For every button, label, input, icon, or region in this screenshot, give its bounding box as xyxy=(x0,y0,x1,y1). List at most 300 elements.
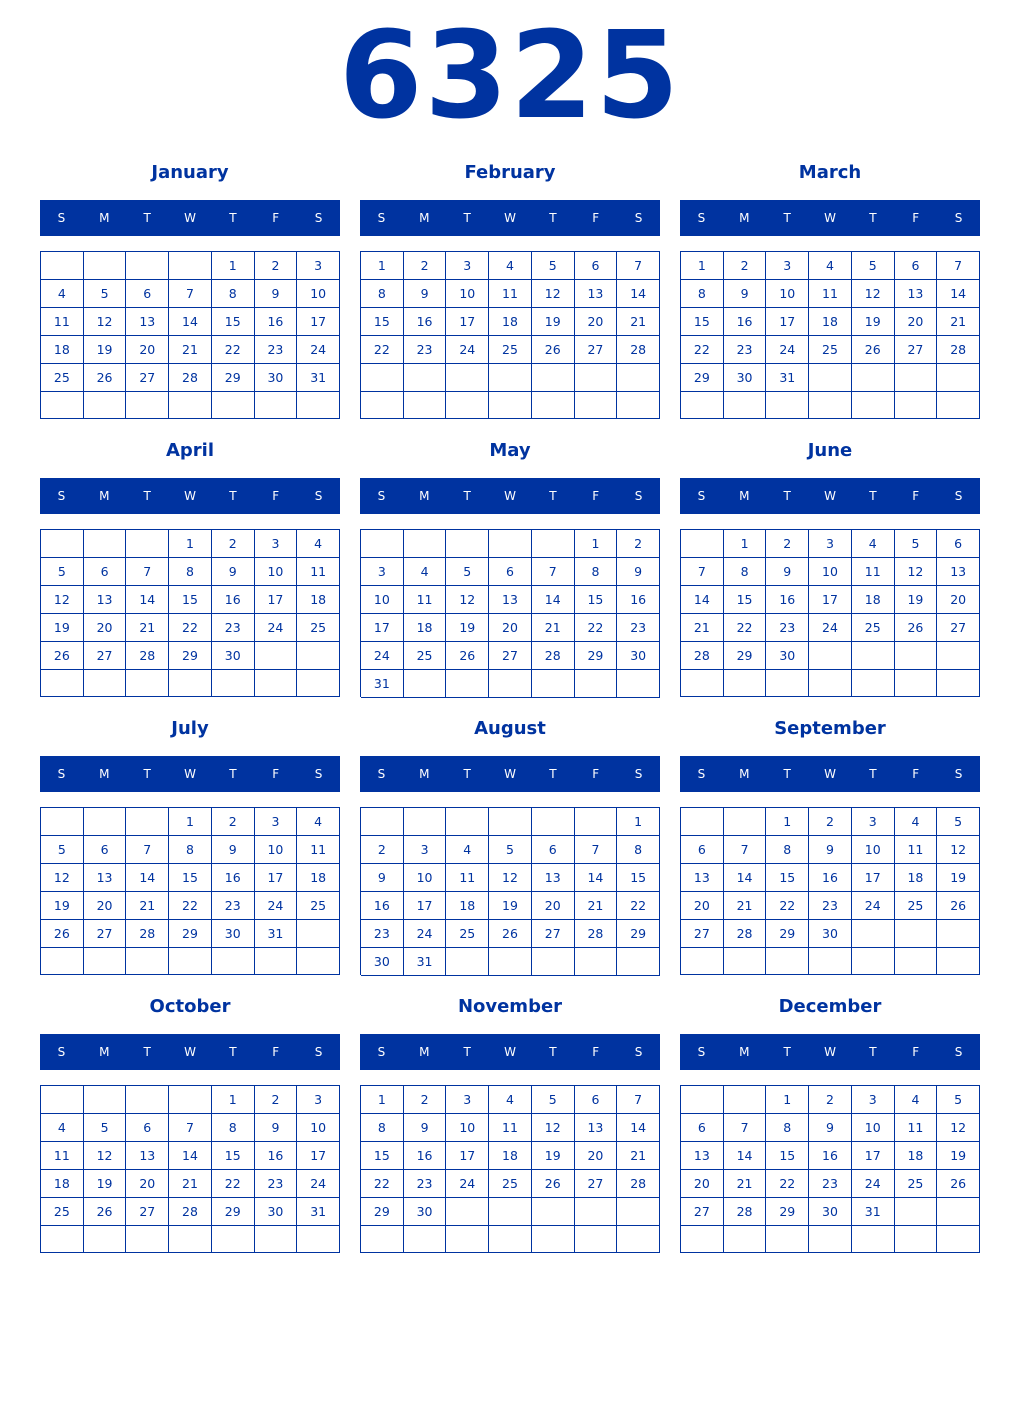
empty-day-cell xyxy=(489,1198,532,1226)
day-cell: 8 xyxy=(681,280,724,308)
day-cell: 6 xyxy=(84,836,127,864)
weekday-label: S xyxy=(634,767,643,781)
day-cell: 10 xyxy=(404,864,447,892)
day-cell: 21 xyxy=(724,892,767,920)
day-cell: 25 xyxy=(895,1170,938,1198)
empty-day-cell xyxy=(809,642,852,670)
day-cell: 15 xyxy=(575,586,618,614)
empty-day-cell xyxy=(126,392,169,419)
weekday-label: M xyxy=(419,211,430,225)
day-cell: 5 xyxy=(41,836,84,864)
weekday-header xyxy=(360,478,660,514)
day-cell: 21 xyxy=(617,1142,660,1170)
day-cell: 24 xyxy=(255,892,298,920)
day-cell: 10 xyxy=(255,558,298,586)
weekday-label: S xyxy=(314,211,323,225)
day-cell: 4 xyxy=(489,1086,532,1114)
day-cell: 21 xyxy=(724,1170,767,1198)
day-cell: 30 xyxy=(617,642,660,670)
day-cell: 22 xyxy=(169,892,212,920)
weekday-label: T xyxy=(869,211,877,225)
weekday-label: W xyxy=(824,1045,836,1059)
day-cell: 16 xyxy=(361,892,404,920)
day-cell: 13 xyxy=(126,1142,169,1170)
empty-day-cell xyxy=(724,1226,767,1253)
empty-day-cell xyxy=(724,392,767,419)
day-cell: 23 xyxy=(617,614,660,642)
day-cell: 8 xyxy=(766,1114,809,1142)
weekday-label: W xyxy=(504,211,516,225)
day-cell: 12 xyxy=(852,280,895,308)
day-cell: 16 xyxy=(809,1142,852,1170)
day-cell: 10 xyxy=(852,1114,895,1142)
empty-day-cell xyxy=(212,948,255,975)
day-grid xyxy=(360,807,660,975)
day-cell: 25 xyxy=(895,892,938,920)
day-cell: 21 xyxy=(681,614,724,642)
day-cell: 15 xyxy=(169,864,212,892)
empty-day-cell xyxy=(937,1198,980,1226)
calendar-year: 6325 xyxy=(339,7,681,146)
day-cell: 24 xyxy=(446,336,489,364)
day-cell: 19 xyxy=(532,1142,575,1170)
day-cell: 14 xyxy=(575,864,618,892)
day-cell: 18 xyxy=(489,1142,532,1170)
weekday-label: S xyxy=(57,767,66,781)
empty-day-cell xyxy=(361,808,404,836)
empty-day-cell xyxy=(937,364,980,392)
day-cell: 25 xyxy=(297,614,340,642)
day-cell: 23 xyxy=(212,614,255,642)
day-cell: 24 xyxy=(446,1170,489,1198)
day-cell: 18 xyxy=(895,864,938,892)
day-cell: 8 xyxy=(212,280,255,308)
day-cell: 6 xyxy=(937,530,980,558)
day-cell: 7 xyxy=(724,1114,767,1142)
day-cell: 31 xyxy=(361,670,404,698)
day-cell: 14 xyxy=(617,1114,660,1142)
day-cell: 30 xyxy=(255,364,298,392)
day-cell: 12 xyxy=(895,558,938,586)
empty-day-cell xyxy=(404,392,447,420)
empty-day-cell xyxy=(681,530,724,558)
day-cell: 3 xyxy=(361,558,404,586)
day-cell: 1 xyxy=(724,530,767,558)
day-cell: 22 xyxy=(169,614,212,642)
weekday-label: S xyxy=(954,211,963,225)
day-cell: 10 xyxy=(297,280,340,308)
weekday-label: T xyxy=(229,489,237,503)
day-cell: 8 xyxy=(575,558,618,586)
day-cell: 3 xyxy=(297,252,340,280)
day-cell: 9 xyxy=(617,558,660,586)
empty-day-cell xyxy=(532,364,575,392)
day-cell: 9 xyxy=(724,280,767,308)
empty-day-cell xyxy=(84,948,127,975)
weekday-header xyxy=(360,756,660,792)
empty-day-cell xyxy=(532,530,575,558)
empty-day-cell xyxy=(575,1198,618,1226)
weekday-label: T xyxy=(229,1045,237,1059)
empty-day-cell xyxy=(84,392,127,419)
weekday-label: F xyxy=(272,767,280,781)
weekday-label: M xyxy=(739,489,750,503)
weekday-label: T xyxy=(143,489,151,503)
empty-day-cell xyxy=(255,670,298,697)
day-cell: 17 xyxy=(297,1142,340,1170)
weekday-label: S xyxy=(954,489,963,503)
day-cell: 27 xyxy=(895,336,938,364)
empty-day-cell xyxy=(84,1086,127,1114)
day-cell: 26 xyxy=(41,920,84,948)
day-cell: 2 xyxy=(766,530,809,558)
weekday-label: F xyxy=(912,767,920,781)
day-cell: 2 xyxy=(809,1086,852,1114)
day-cell: 1 xyxy=(617,808,660,836)
day-cell: 19 xyxy=(41,614,84,642)
weekday-header xyxy=(680,478,980,514)
day-cell: 30 xyxy=(212,642,255,670)
day-cell: 9 xyxy=(212,836,255,864)
day-cell: 10 xyxy=(809,558,852,586)
weekday-label: S xyxy=(954,1045,963,1059)
weekday-label: S xyxy=(57,489,66,503)
day-cell: 16 xyxy=(766,586,809,614)
weekday-label: T xyxy=(783,211,791,225)
day-cell: 23 xyxy=(809,1170,852,1198)
day-cell: 10 xyxy=(297,1114,340,1142)
day-cell: 4 xyxy=(41,280,84,308)
day-grid xyxy=(40,1085,340,1253)
day-cell: 23 xyxy=(212,892,255,920)
day-cell: 30 xyxy=(361,948,404,976)
day-cell: 4 xyxy=(297,808,340,836)
day-cell: 25 xyxy=(41,364,84,392)
empty-day-cell xyxy=(766,670,809,697)
day-cell: 28 xyxy=(617,336,660,364)
empty-day-cell xyxy=(255,392,298,419)
day-cell: 2 xyxy=(255,1086,298,1114)
weekday-label: W xyxy=(824,489,836,503)
day-cell: 17 xyxy=(255,864,298,892)
month-name: May xyxy=(489,440,531,461)
empty-day-cell xyxy=(41,670,84,697)
day-cell: 21 xyxy=(126,892,169,920)
empty-day-cell xyxy=(489,364,532,392)
day-cell: 3 xyxy=(766,252,809,280)
empty-day-cell xyxy=(575,1226,618,1253)
day-cell: 19 xyxy=(41,892,84,920)
weekday-label: M xyxy=(739,1045,750,1059)
weekday-label: S xyxy=(314,1045,323,1059)
empty-day-cell xyxy=(489,392,532,420)
day-cell: 5 xyxy=(852,252,895,280)
empty-day-cell xyxy=(126,1226,169,1253)
empty-day-cell xyxy=(255,642,298,670)
day-grid xyxy=(360,251,660,419)
day-cell: 28 xyxy=(126,920,169,948)
weekday-label: T xyxy=(229,211,237,225)
empty-day-cell xyxy=(404,364,447,392)
weekday-label: F xyxy=(912,211,920,225)
weekday-header xyxy=(40,1034,340,1070)
day-cell: 21 xyxy=(169,1170,212,1198)
day-cell: 5 xyxy=(489,836,532,864)
day-cell: 1 xyxy=(361,252,404,280)
empty-day-cell xyxy=(84,252,127,280)
weekday-header xyxy=(360,200,660,236)
day-cell: 26 xyxy=(446,642,489,670)
day-cell: 24 xyxy=(852,1170,895,1198)
day-cell: 20 xyxy=(937,586,980,614)
day-cell: 28 xyxy=(937,336,980,364)
day-cell: 18 xyxy=(297,864,340,892)
weekday-label: W xyxy=(184,767,196,781)
weekday-label: W xyxy=(504,1045,516,1059)
day-cell: 19 xyxy=(489,892,532,920)
weekday-label: F xyxy=(912,1045,920,1059)
weekday-label: S xyxy=(634,211,643,225)
day-cell: 14 xyxy=(937,280,980,308)
empty-day-cell xyxy=(126,670,169,697)
weekday-label: F xyxy=(592,489,600,503)
day-cell: 17 xyxy=(404,892,447,920)
weekday-label: W xyxy=(184,1045,196,1059)
empty-day-cell xyxy=(404,1226,447,1253)
day-cell: 27 xyxy=(937,614,980,642)
day-cell: 19 xyxy=(532,308,575,336)
weekday-label: F xyxy=(592,211,600,225)
month-name: November xyxy=(457,996,563,1017)
day-cell: 10 xyxy=(361,586,404,614)
day-cell: 28 xyxy=(532,642,575,670)
month-name: April xyxy=(165,440,215,461)
day-cell: 8 xyxy=(724,558,767,586)
empty-day-cell xyxy=(617,670,660,698)
empty-day-cell xyxy=(255,1226,298,1253)
empty-day-cell xyxy=(575,670,618,698)
empty-day-cell xyxy=(297,1226,340,1253)
day-cell: 27 xyxy=(575,336,618,364)
day-grid xyxy=(680,1085,980,1253)
day-cell: 22 xyxy=(617,892,660,920)
weekday-label: T xyxy=(463,489,471,503)
weekday-label: T xyxy=(143,767,151,781)
empty-day-cell xyxy=(937,920,980,948)
empty-day-cell xyxy=(361,1226,404,1253)
day-cell: 4 xyxy=(446,836,489,864)
day-cell: 6 xyxy=(532,836,575,864)
day-cell: 19 xyxy=(937,864,980,892)
day-cell: 14 xyxy=(617,280,660,308)
empty-day-cell xyxy=(937,670,980,697)
day-cell: 12 xyxy=(937,1114,980,1142)
day-cell: 13 xyxy=(681,1142,724,1170)
empty-day-cell xyxy=(895,948,938,975)
day-cell: 20 xyxy=(895,308,938,336)
empty-day-cell xyxy=(532,1226,575,1253)
day-cell: 28 xyxy=(126,642,169,670)
day-cell: 14 xyxy=(126,864,169,892)
day-cell: 23 xyxy=(766,614,809,642)
day-grid xyxy=(680,529,980,697)
day-cell: 24 xyxy=(766,336,809,364)
empty-day-cell xyxy=(895,1226,938,1253)
empty-day-cell xyxy=(169,392,212,419)
empty-day-cell xyxy=(575,392,618,420)
day-cell: 17 xyxy=(766,308,809,336)
day-cell: 29 xyxy=(681,364,724,392)
month-name: February xyxy=(464,162,556,183)
empty-day-cell xyxy=(489,948,532,976)
day-cell: 26 xyxy=(41,642,84,670)
day-cell: 1 xyxy=(169,808,212,836)
day-cell: 21 xyxy=(126,614,169,642)
empty-day-cell xyxy=(41,1226,84,1253)
empty-day-cell xyxy=(895,642,938,670)
day-cell: 22 xyxy=(766,892,809,920)
day-cell: 13 xyxy=(489,586,532,614)
empty-day-cell xyxy=(361,530,404,558)
weekday-label: F xyxy=(272,489,280,503)
weekday-label: T xyxy=(783,767,791,781)
day-cell: 3 xyxy=(255,808,298,836)
day-cell: 12 xyxy=(84,1142,127,1170)
weekday-label: T xyxy=(783,1045,791,1059)
day-cell: 31 xyxy=(766,364,809,392)
day-cell: 26 xyxy=(489,920,532,948)
day-cell: 26 xyxy=(532,1170,575,1198)
day-cell: 22 xyxy=(575,614,618,642)
day-cell: 20 xyxy=(575,1142,618,1170)
day-cell: 31 xyxy=(297,364,340,392)
day-cell: 12 xyxy=(532,1114,575,1142)
day-cell: 13 xyxy=(84,586,127,614)
empty-day-cell xyxy=(575,948,618,976)
empty-day-cell xyxy=(212,670,255,697)
day-cell: 11 xyxy=(895,1114,938,1142)
empty-day-cell xyxy=(489,530,532,558)
day-cell: 16 xyxy=(724,308,767,336)
day-cell: 12 xyxy=(446,586,489,614)
day-cell: 15 xyxy=(681,308,724,336)
empty-day-cell xyxy=(126,808,169,836)
day-cell: 25 xyxy=(297,892,340,920)
day-cell: 31 xyxy=(404,948,447,976)
day-cell: 18 xyxy=(446,892,489,920)
weekday-header xyxy=(40,756,340,792)
day-cell: 11 xyxy=(489,280,532,308)
day-cell: 5 xyxy=(937,1086,980,1114)
day-cell: 15 xyxy=(212,1142,255,1170)
day-cell: 25 xyxy=(809,336,852,364)
day-cell: 16 xyxy=(212,586,255,614)
empty-day-cell xyxy=(489,670,532,698)
day-cell: 16 xyxy=(617,586,660,614)
weekday-label: T xyxy=(143,211,151,225)
day-cell: 5 xyxy=(84,1114,127,1142)
day-cell: 16 xyxy=(404,308,447,336)
day-cell: 30 xyxy=(809,920,852,948)
weekday-label: S xyxy=(697,211,706,225)
day-cell: 2 xyxy=(404,1086,447,1114)
day-cell: 17 xyxy=(297,308,340,336)
day-cell: 10 xyxy=(766,280,809,308)
day-cell: 13 xyxy=(937,558,980,586)
day-cell: 26 xyxy=(937,1170,980,1198)
day-cell: 22 xyxy=(766,1170,809,1198)
day-cell: 23 xyxy=(255,1170,298,1198)
empty-day-cell xyxy=(297,670,340,697)
day-cell: 6 xyxy=(575,1086,618,1114)
day-cell: 28 xyxy=(724,920,767,948)
empty-day-cell xyxy=(766,392,809,419)
day-cell: 7 xyxy=(617,1086,660,1114)
weekday-label: F xyxy=(592,1045,600,1059)
day-cell: 4 xyxy=(404,558,447,586)
empty-day-cell xyxy=(809,392,852,419)
day-cell: 12 xyxy=(41,864,84,892)
weekday-label: M xyxy=(99,211,110,225)
weekday-header xyxy=(360,1034,660,1070)
day-cell: 8 xyxy=(617,836,660,864)
empty-day-cell xyxy=(446,1198,489,1226)
day-cell: 4 xyxy=(297,530,340,558)
weekday-label: T xyxy=(229,767,237,781)
weekday-label: S xyxy=(377,767,386,781)
empty-day-cell xyxy=(41,808,84,836)
day-cell: 16 xyxy=(212,864,255,892)
day-cell: 9 xyxy=(255,1114,298,1142)
day-cell: 8 xyxy=(361,1114,404,1142)
day-cell: 5 xyxy=(446,558,489,586)
day-cell: 21 xyxy=(532,614,575,642)
day-cell: 31 xyxy=(255,920,298,948)
empty-day-cell xyxy=(575,808,618,836)
day-cell: 13 xyxy=(532,864,575,892)
empty-day-cell xyxy=(297,392,340,419)
day-grid xyxy=(680,807,980,975)
day-cell: 25 xyxy=(489,336,532,364)
day-cell: 1 xyxy=(212,1086,255,1114)
day-cell: 26 xyxy=(852,336,895,364)
month-name: September xyxy=(774,718,886,739)
day-cell: 18 xyxy=(809,308,852,336)
empty-day-cell xyxy=(169,252,212,280)
day-cell: 7 xyxy=(937,252,980,280)
empty-day-cell xyxy=(84,670,127,697)
weekday-label: S xyxy=(377,1045,386,1059)
empty-day-cell xyxy=(446,530,489,558)
empty-day-cell xyxy=(766,948,809,975)
day-cell: 30 xyxy=(212,920,255,948)
day-cell: 20 xyxy=(575,308,618,336)
empty-day-cell xyxy=(169,948,212,975)
day-cell: 28 xyxy=(169,364,212,392)
weekday-label: M xyxy=(99,767,110,781)
empty-day-cell xyxy=(852,920,895,948)
empty-day-cell xyxy=(532,1198,575,1226)
day-cell: 16 xyxy=(809,864,852,892)
empty-day-cell xyxy=(681,948,724,975)
day-cell: 3 xyxy=(852,808,895,836)
day-cell: 1 xyxy=(212,252,255,280)
day-cell: 20 xyxy=(532,892,575,920)
empty-day-cell xyxy=(895,1198,938,1226)
empty-day-cell xyxy=(724,808,767,836)
weekday-label: M xyxy=(419,767,430,781)
empty-day-cell xyxy=(446,808,489,836)
